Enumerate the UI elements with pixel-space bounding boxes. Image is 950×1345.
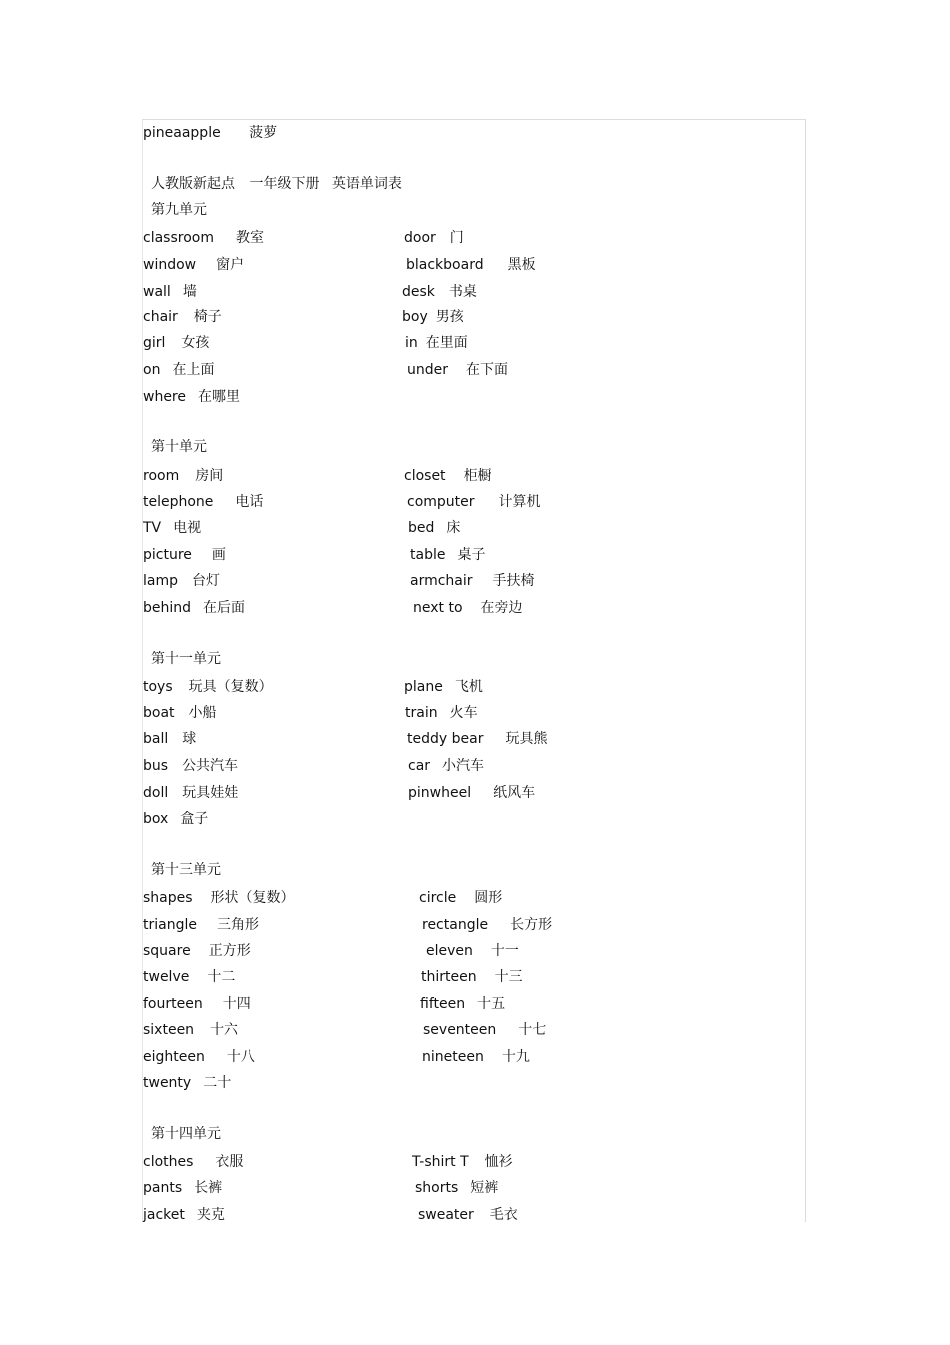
word-row [402, 283, 477, 301]
word-zh: 十六 [210, 1022, 239, 1038]
word-row [402, 308, 464, 326]
word-zh: 盒子 [180, 811, 209, 827]
word-row [143, 810, 208, 828]
word-row [426, 942, 519, 960]
word-zh: 柜橱 [463, 468, 492, 484]
word-zh: 正方形 [208, 943, 251, 959]
word-zh: 夹克 [196, 1207, 225, 1223]
word-row [408, 784, 535, 802]
word-zh: 桌子 [457, 547, 486, 563]
word-zh: 十五 [477, 996, 506, 1012]
word-zh: 火车 [449, 705, 478, 721]
word-en: toys [143, 679, 173, 695]
word-row [413, 599, 523, 617]
word-en: doll [143, 785, 169, 801]
word-zh: 小船 [188, 705, 217, 721]
word-zh: 计算机 [498, 494, 541, 510]
word-zh: 十三 [494, 969, 523, 985]
unit-heading: 第十一单元 [151, 651, 221, 667]
word-en: TV [143, 520, 162, 536]
word-row [422, 916, 552, 934]
unit-heading: 第十单元 [151, 439, 207, 455]
word-row [410, 546, 485, 564]
word-zh: 画 [211, 547, 226, 563]
word-zh: 纸风车 [493, 785, 536, 801]
word-zh: 在旁边 [480, 600, 523, 616]
word-zh: 在里面 [425, 335, 468, 351]
word-en: armchair [410, 573, 473, 589]
word-zh: 小汽车 [442, 758, 485, 774]
word-en: rectangle [422, 917, 489, 933]
word-zh: 十二 [207, 969, 236, 985]
word-row [421, 968, 523, 986]
word-zh: 十八 [226, 1049, 255, 1065]
word-en: bed [408, 520, 435, 536]
word-row [143, 1179, 222, 1197]
word-row [143, 784, 238, 802]
word-zh: 在下面 [466, 362, 509, 378]
word-zh: 长方形 [510, 917, 553, 933]
word-row [404, 467, 492, 485]
word-zh: 教室 [235, 230, 264, 246]
word-row [143, 1021, 238, 1039]
word-row [408, 757, 484, 775]
word-en: computer [407, 494, 475, 510]
word-en: train [405, 705, 438, 721]
word-en: boat [143, 705, 175, 721]
word-en: teddy bear [407, 731, 484, 747]
word-zh: 衣服 [215, 1154, 244, 1170]
word-row [143, 493, 263, 511]
word-row [143, 1153, 243, 1171]
word-row [143, 283, 197, 301]
unit-heading: 第九单元 [151, 202, 207, 218]
word-zh: 房间 [195, 468, 224, 484]
word-en: picture [143, 547, 192, 563]
word-en: blackboard [406, 257, 484, 273]
unit-heading: 第十三单元 [151, 862, 221, 878]
word-zh: 窗户 [216, 257, 245, 273]
word-row [143, 704, 217, 722]
word-row [143, 942, 251, 960]
word-en: eleven [426, 943, 473, 959]
word-zh: 女孩 [181, 335, 210, 351]
intro-row [143, 124, 277, 142]
word-en: next to [413, 600, 463, 616]
word-zh: 在后面 [203, 600, 246, 616]
word-zh: 公共汽车 [182, 758, 239, 774]
word-row [143, 388, 240, 406]
word-row [404, 678, 483, 696]
word-row [143, 361, 214, 379]
word-row [143, 572, 220, 590]
word-zh: 恤衫 [484, 1154, 513, 1170]
title-grade: 一年级下册 [249, 176, 320, 192]
word-row [415, 1179, 498, 1197]
word-row [143, 730, 196, 748]
word-row [420, 995, 505, 1013]
word-zh: 墙 [182, 284, 197, 300]
word-en: seventeen [423, 1022, 497, 1038]
word-en: wall [143, 284, 171, 300]
word-zh: 椅子 [193, 309, 222, 325]
word-zh: 书桌 [448, 284, 477, 300]
word-zh: 短裤 [470, 1180, 499, 1196]
word-row [143, 916, 259, 934]
word-zh: 男孩 [435, 309, 464, 325]
word-zh: 玩具娃娃 [182, 785, 239, 801]
word-en: jacket [143, 1207, 185, 1223]
word-row [143, 995, 251, 1013]
word-row [143, 599, 245, 617]
word-row [407, 730, 547, 748]
word-en: plane [404, 679, 443, 695]
word-en: thirteen [421, 969, 477, 985]
word-zh: 十七 [518, 1022, 547, 1038]
word-zh: 电视 [173, 520, 202, 536]
word-row [408, 519, 460, 537]
word-zh: 玩具（复数） [188, 679, 273, 695]
word-row [406, 256, 536, 274]
word-en: where [143, 389, 186, 405]
word-row [404, 229, 464, 247]
word-row [143, 229, 264, 247]
word-en: sixteen [143, 1022, 195, 1038]
intro-word-zh: 菠萝 [249, 125, 278, 141]
word-row [418, 1206, 518, 1224]
word-zh: 电话 [235, 494, 264, 510]
word-en: pinwheel [408, 785, 472, 801]
document-title [151, 175, 402, 193]
word-zh: 圆形 [474, 890, 503, 906]
word-zh: 二十 [203, 1075, 232, 1091]
word-en: on [143, 362, 161, 378]
word-en: lamp [143, 573, 178, 589]
word-row [143, 968, 235, 986]
word-zh: 长裤 [194, 1180, 223, 1196]
word-en: eighteen [143, 1049, 205, 1065]
word-zh: 台灯 [192, 573, 220, 589]
word-row [143, 256, 244, 274]
word-row [143, 546, 226, 564]
title-name: 英语单词表 [331, 176, 402, 192]
word-row [143, 1206, 225, 1224]
word-row [410, 572, 535, 590]
word-en: table [410, 547, 446, 563]
word-en: fifteen [420, 996, 466, 1012]
word-en: ball [143, 731, 169, 747]
intro-word-en: pineaapple [143, 125, 221, 141]
word-row [143, 889, 295, 907]
word-en: triangle [143, 917, 197, 933]
title-publisher: 人教版新起点 [151, 176, 235, 192]
word-row [419, 889, 502, 907]
word-row [423, 1021, 546, 1039]
word-zh: 在上面 [172, 362, 215, 378]
word-en: nineteen [422, 1049, 484, 1065]
word-en: desk [402, 284, 435, 300]
word-en: shorts [415, 1180, 459, 1196]
word-en: room [143, 468, 180, 484]
word-zh: 黑板 [507, 257, 536, 273]
word-en: fourteen [143, 996, 203, 1012]
word-row [405, 704, 478, 722]
word-en: door [404, 230, 436, 246]
word-zh: 玩具熊 [505, 731, 548, 747]
word-en: in [405, 335, 418, 351]
word-en: sweater [418, 1207, 474, 1223]
word-zh: 三角形 [216, 917, 259, 933]
word-zh: 十四 [222, 996, 251, 1012]
word-row [143, 678, 273, 696]
word-row [422, 1048, 530, 1066]
word-zh: 形状（复数） [210, 890, 295, 906]
word-en: bus [143, 758, 169, 774]
word-en: twenty [143, 1075, 192, 1091]
word-en: square [143, 943, 191, 959]
word-zh: 十九 [501, 1049, 530, 1065]
word-row [143, 757, 238, 775]
word-row [143, 308, 222, 326]
word-zh: 十一 [490, 943, 519, 959]
word-en: circle [419, 890, 457, 906]
word-en: under [407, 362, 449, 378]
word-row [143, 1048, 255, 1066]
word-en: pants [143, 1180, 183, 1196]
word-row [143, 467, 223, 485]
word-row [143, 334, 209, 352]
word-zh: 手扶椅 [492, 573, 535, 589]
word-en: shapes [143, 890, 193, 906]
word-row [143, 1074, 231, 1092]
word-en: window [143, 257, 197, 273]
word-zh: 门 [449, 230, 464, 246]
word-en: telephone [143, 494, 214, 510]
word-zh: 飞机 [454, 679, 483, 695]
word-row [143, 519, 201, 537]
word-zh: 球 [182, 731, 197, 747]
unit-heading: 第十四单元 [151, 1126, 221, 1142]
word-row [407, 493, 541, 511]
word-row [407, 361, 508, 379]
word-zh: 毛衣 [489, 1207, 518, 1223]
word-zh: 床 [446, 520, 461, 536]
word-en: classroom [143, 230, 214, 246]
word-en: twelve [143, 969, 190, 985]
word-en: closet [404, 468, 446, 484]
word-en: behind [143, 600, 192, 616]
word-en: T-shirt T [412, 1154, 469, 1170]
word-en: clothes [143, 1154, 194, 1170]
word-en: car [408, 758, 431, 774]
word-row [412, 1153, 513, 1171]
word-en: chair [143, 309, 178, 325]
word-en: girl [143, 335, 166, 351]
word-zh: 在哪里 [198, 389, 240, 405]
word-en: boy [402, 309, 428, 325]
word-row [405, 334, 468, 352]
word-en: box [143, 811, 169, 827]
